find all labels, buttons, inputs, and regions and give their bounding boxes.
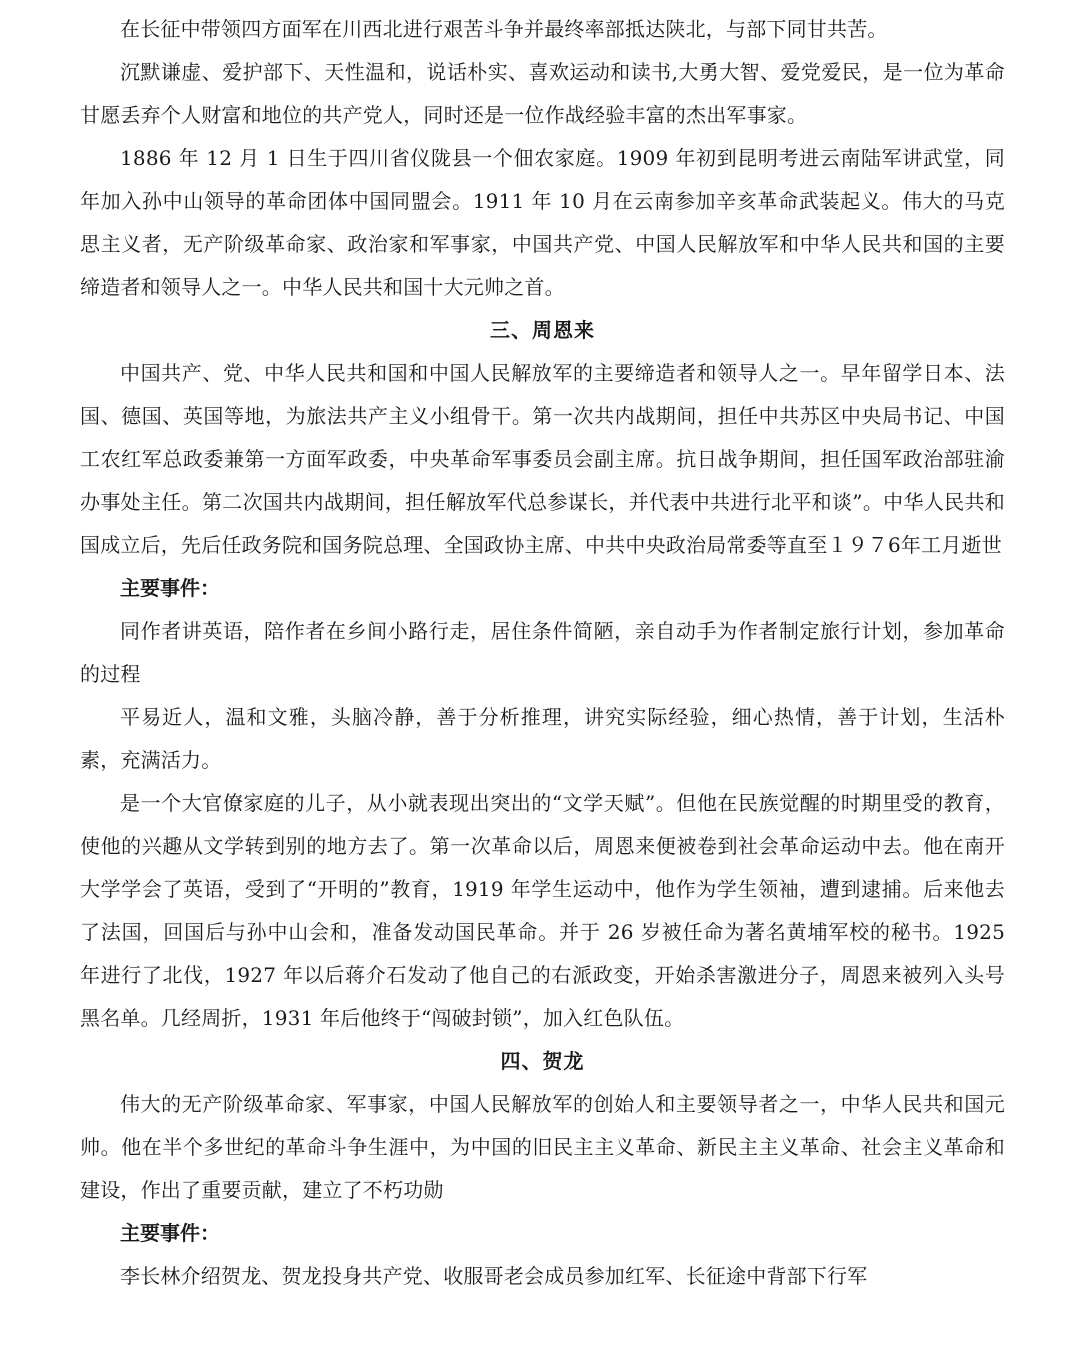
paragraph-zhou-character: 平易近人，温和文雅，头脑冷静，善于分析推理，讲究实际经验，细心热情，善于计划，生活朴素，充满活力。 bbox=[80, 705, 1005, 772]
section-heading-he-long: 四、贺龙 bbox=[500, 1049, 585, 1073]
paragraph-zhou-biography: 中国共产、党、中华人民共和国和中国人民解放军的主要缔造者和领导人之一。早年留学日本、法国、德国、英国等地，为旅法共产主义小组骨干。第一次共内战期间，担任中共苏区中央局书记、中国工农红军总政委兼第一方面军政委，中央革命军事委员会副主席。抗日战争期间，担任国军政治部驻渝办事处主任。第二次国共内战期间，担任解放军代总参谋长，并代表中共进行北平和谈”。中华人民共和国成立后，先后任政务院和国务院总理、全国政协主席、中共中央政治局常委等直至１９７6年工月逝世 bbox=[80, 361, 1005, 557]
main-events-label: 主要事件： bbox=[120, 1221, 220, 1245]
paragraph-zhude-long-march: 在长征中带领四方面军在川西北进行艰苦斗争并最终率部抵达陕北，与部下同甘共苦。 bbox=[120, 17, 888, 41]
paragraph-zhude-biography: 1886 年 12 月 1 日生于四川省仪陇县一个佃农家庭。1909 年初到昆明考进云南陆军讲武堂，同年加入孙中山领导的革命团体中国同盟会。1911 年 10 月在云南参加辛亥革命武装起义。伟大的马克思主义者，无产阶级革命家、政治家和军事家，中国共产党、中国人民解放军和中华人民共和国的主要缔造者和领导人之一。中华人民共和国十大元帅之首。 bbox=[80, 146, 1005, 299]
paragraph-helong-events: 李长林介绍贺龙、贺龙投身共产党、收服哥老会成员参加红军、长征途中背部下行军 bbox=[120, 1264, 868, 1288]
paragraph-helong-biography: 伟大的无产阶级革命家、军事家，中国人民解放军的创始人和主要领导者之一，中华人民共和国元帅。他在半个多世纪的革命斗争生涯中，为中国的旧民主主义革命、新民主主义革命、社会主义革命和建设，作出了重要贡献，建立了不朽功勋 bbox=[80, 1092, 1005, 1202]
main-events-label: 主要事件： bbox=[120, 576, 220, 600]
document-body bbox=[80, 8, 1005, 1298]
paragraph-zhou-events: 同作者讲英语，陪作者在乡间小路行走，居住条件简陋，亲自动手为作者制定旅行计划，参加革命的过程 bbox=[80, 619, 1005, 686]
paragraph-zhou-background: 是一个大官僚家庭的儿子，从小就表现出突出的“文学天赋”。但他在民族觉醒的时期里受的教育，使他的兴趣从文学转到别的地方去了。第一次革命以后，周恩来便被卷到社会革命运动中去。他在南开大学学会了英语，受到了“开明的”教育，1919 年学生运动中，他作为学生领袖，遭到逮捕。后来他去了法国，回国后与孙中山会和，准备发动国民革命。并于 26 岁被任命为著名黄埔军校的秘书。1925 年进行了北伐，1927 年以后蒋介石发动了他自己的右派政变，开始杀害激进分子，周恩来被列入头号黑名单。几经周折，1931 年后他终于“闯破封锁”，加入红色队伍。 bbox=[80, 791, 1005, 1030]
section-heading-zhou-enlai: 三、周恩来 bbox=[490, 318, 595, 342]
paragraph-zhude-character: 沉默谦虚、爱护部下、天性温和，说话朴实、喜欢运动和读书,大勇大智、爱党爱民，是一位为革命甘愿丢弃个人财富和地位的共产党人，同时还是一位作战经验丰富的杰出军事家。 bbox=[80, 60, 1005, 127]
